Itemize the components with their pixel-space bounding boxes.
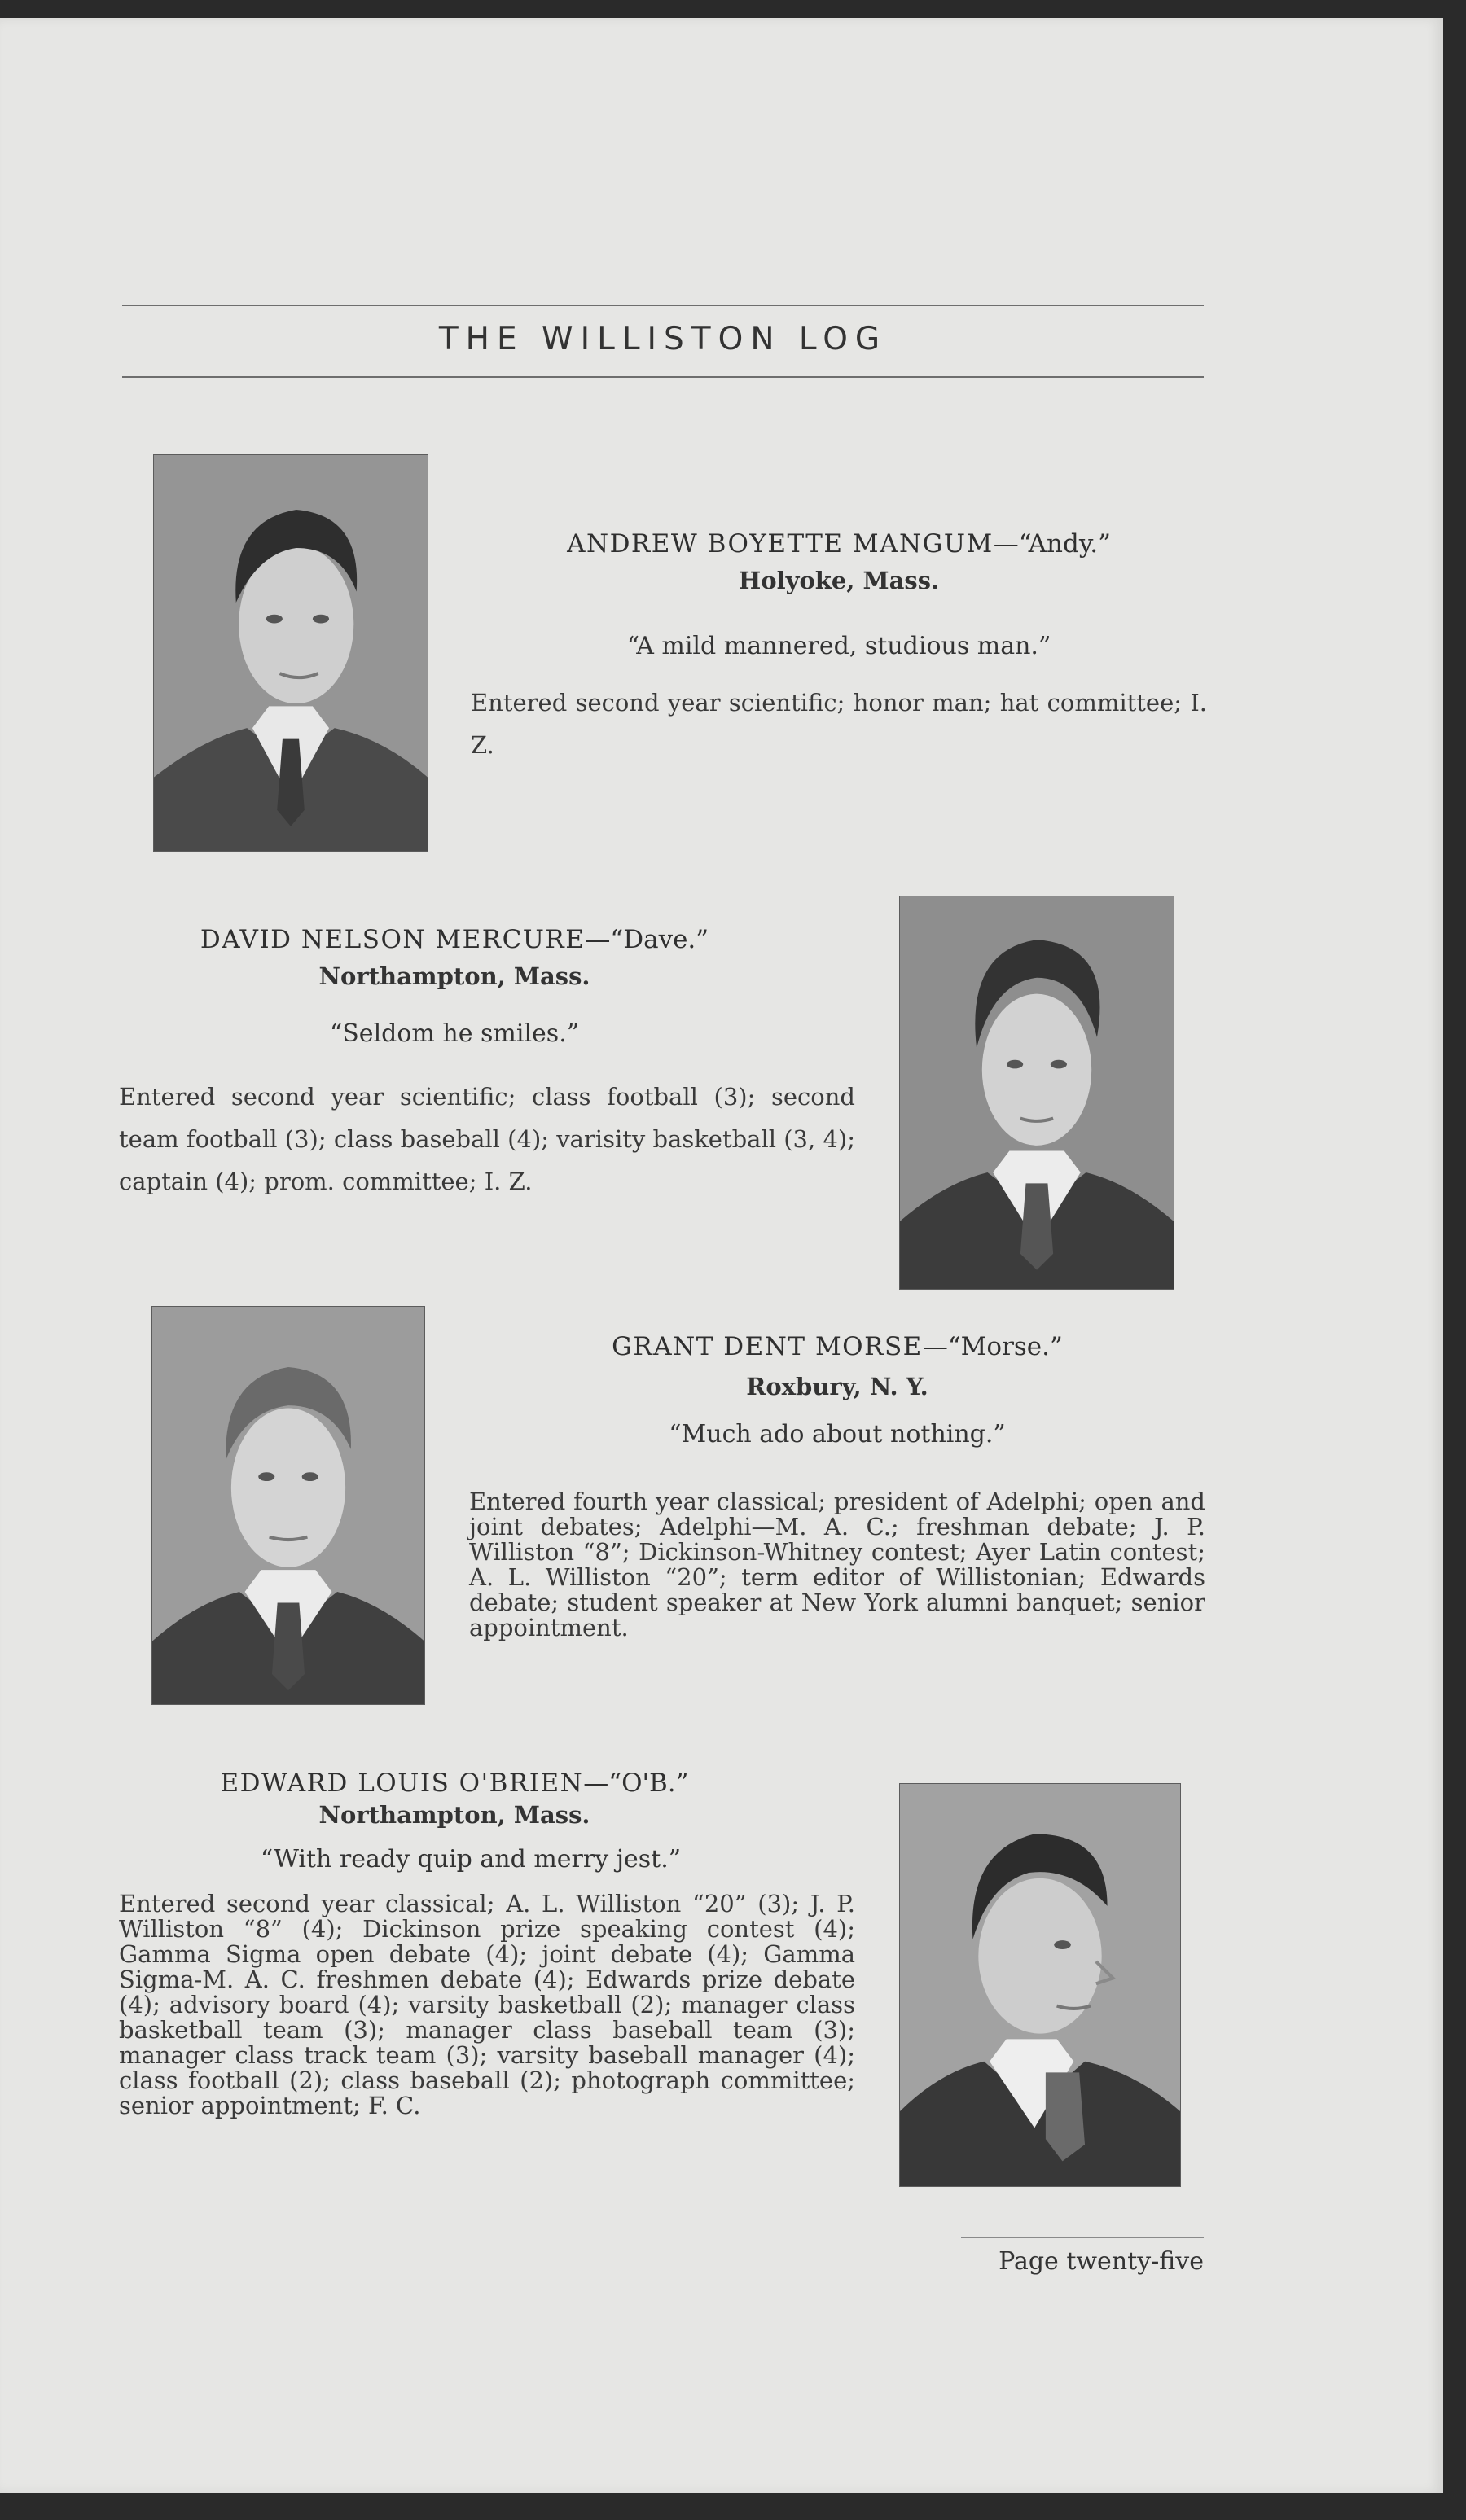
student-record: Entered second year scientific; class football (3); second team football (3); class baseball (4); varisity basketball (3, 4); captain (4); prom. committee; I. Z. xyxy=(119,1083,855,1195)
header-rule-bottom xyxy=(122,376,1204,378)
header-rule-top xyxy=(122,305,1204,306)
student-record: Entered second year classical; A. L. Williston “20” (3); J. P. Williston “8” (4); Dickinson prize speaking contest (4); Gamma Sigma open debate (4); joint debate (4); Gamma Sigma-M. A. C. freshmen debate (4); Edwards prize debate (4); advisory board (4); varsity basketball (2); manager class basketball team (3); manager class baseball team (3); manager class track team (3); varsity baseball manager (4); class football (2); class baseball (2); photograph committee; senior appointment; F. C. xyxy=(119,1890,855,2119)
student-name: EDWARD LOUIS O'BRIEN—“O'B.” xyxy=(220,1768,689,1798)
entry-mangum xyxy=(471,529,1207,766)
hometown: Roxbury, N. Y. xyxy=(746,1373,928,1400)
hometown: Holyoke, Mass. xyxy=(738,567,940,594)
hometown: Northampton, Mass. xyxy=(318,1801,590,1829)
portrait-photo-mercure xyxy=(899,896,1174,1290)
student-name: ANDREW BOYETTE MANGUM—“Andy.” xyxy=(567,529,1111,559)
entry-morse xyxy=(469,1332,1205,1641)
entry-obrien xyxy=(119,1768,855,2119)
student-quote: “Seldom he smiles.” xyxy=(329,1019,580,1048)
portrait-photo-morse xyxy=(151,1306,425,1705)
student-record: Entered second year scientific; honor man; hat committee; I. Z. xyxy=(471,689,1207,759)
yearbook-page xyxy=(0,18,1443,2493)
student-quote: “With ready quip and merry jest.” xyxy=(260,1845,682,1874)
running-header: THE WILLISTON LOG xyxy=(438,321,888,357)
entry-mercure xyxy=(119,925,855,1203)
footer-rule xyxy=(961,2237,1204,2238)
page-number: Page twenty-five xyxy=(999,2247,1204,2276)
student-quote: “Much ado about nothing.” xyxy=(669,1420,1006,1448)
portrait-photo-mangum xyxy=(153,454,428,852)
student-quote: “A mild mannered, studious man.” xyxy=(626,632,1051,660)
student-name: GRANT DENT MORSE—“Morse.” xyxy=(612,1332,1063,1361)
portrait-photo-obrien xyxy=(899,1783,1181,2187)
hometown: Northampton, Mass. xyxy=(318,962,590,990)
student-record: Entered fourth year classical; president of Adelphi; open and joint debates; Adelphi—M. A. C.; freshman debate; J. P. Williston “8”; Dickinson-Whitney contest; Ayer Latin contest; A. L. Williston “20”; term editor of Willistonian; Edwards debate; student speaker at New York alumni banquet; senior appointment. xyxy=(469,1488,1205,1641)
student-name: DAVID NELSON MERCURE—“Dave.” xyxy=(200,925,709,954)
